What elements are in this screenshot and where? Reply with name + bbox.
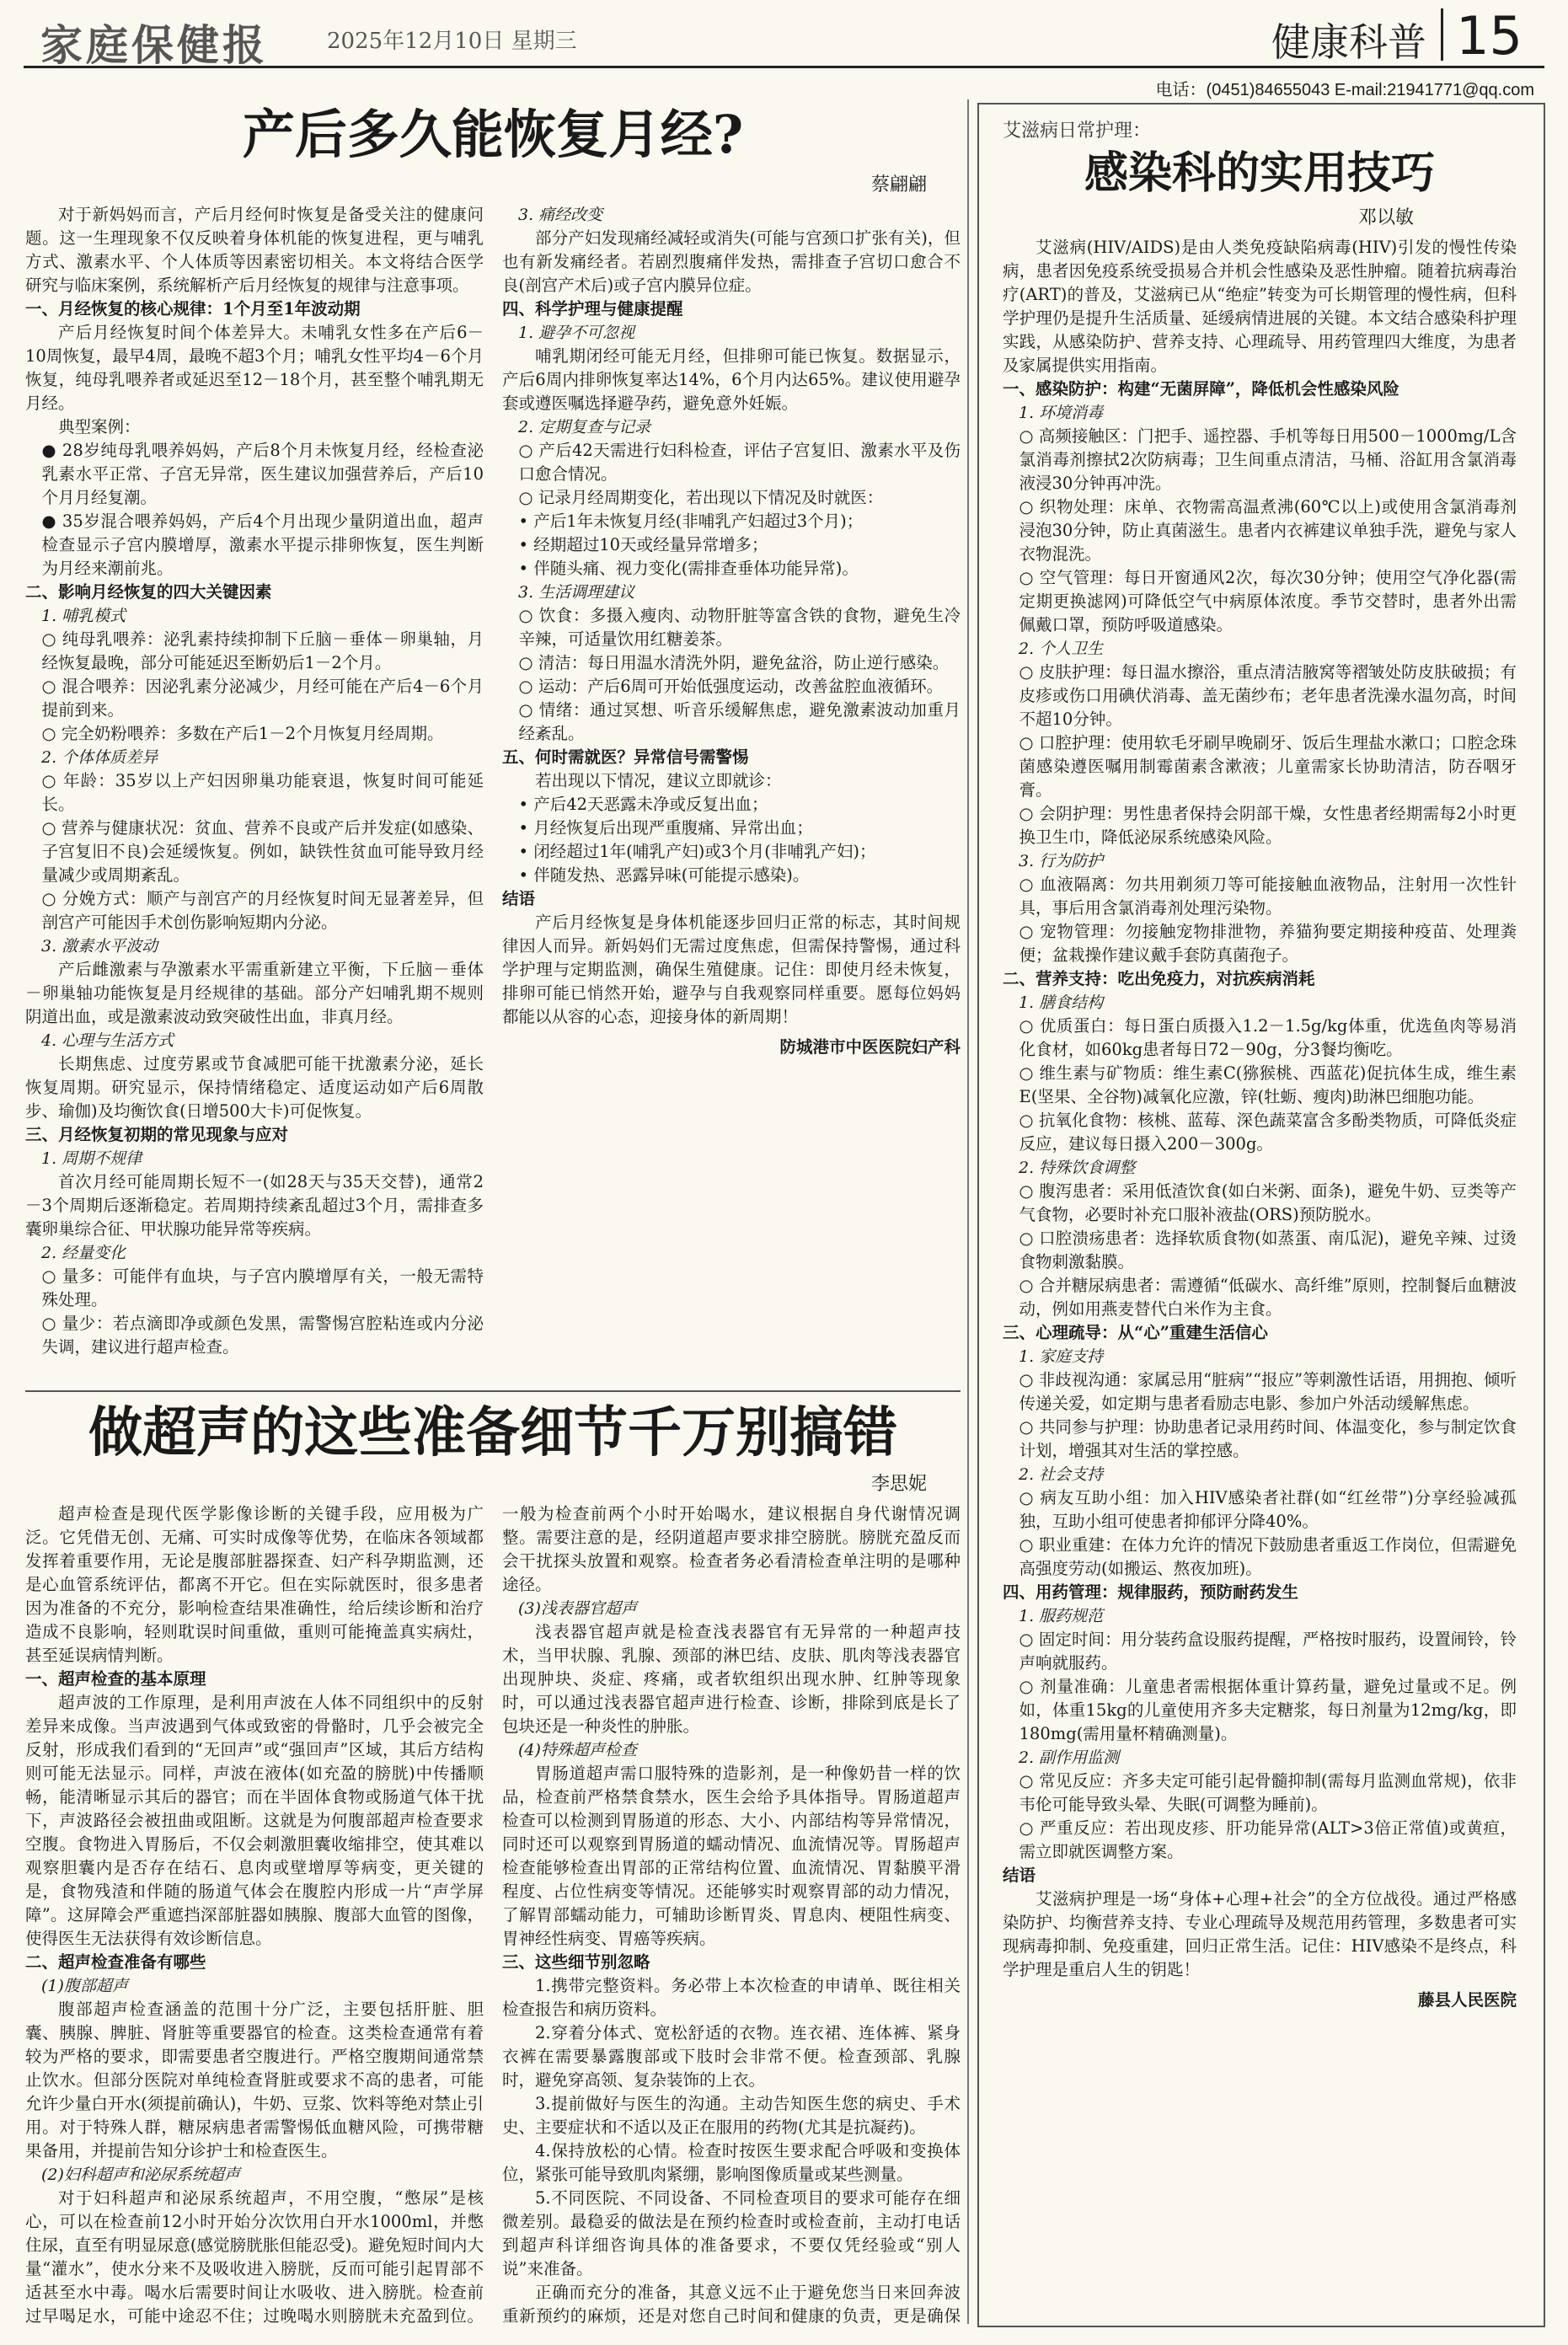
section-heading: 一、超声检查的基本原理 xyxy=(25,1669,206,1689)
list-item: ○ 分娩方式：顺产与剖宫产的月经恢复时间无显著差异，但剖宫产可能因手术创伤影响短期内分泌。 xyxy=(41,889,484,932)
list-item: ○ 年龄：35岁以上产妇因卵巢功能衰退，恢复时间可能延长。 xyxy=(41,771,484,814)
paragraph: 艾滋病护理是一场“身体+心理+社会”的全方位战役。通过严格感染防护、均衡营养支持、专业心理疏导及规范用药管理，多数患者可实现病毒抑制、免疫重建，回归正常生活。记住：HIV感染不是终点，科学护理是重启人生的钥匙！ xyxy=(1003,1889,1517,1979)
list-item: ● 28岁纯母乳喂养妈妈，产后8个月未恢复月经，经检查泌乳素水平正常、子宫无异常，医生建议加强营养后，产后10个月月经复潮。 xyxy=(41,441,484,507)
section-heading: 三、这些细节别忽略 xyxy=(502,1952,650,1972)
list-item: ○ 饮食：多摄入瘦肉、动物肝脏等富含铁的食物，避免生冷辛辣，可适量饮用红糖姜茶。 xyxy=(518,606,961,649)
list-item: ○ 宠物管理：勿接触宠物排泄物，养猫狗要定期接种疫苗、处理粪便；盆栽操作建议戴手套防真菌孢子。 xyxy=(1019,922,1517,965)
page-header xyxy=(24,0,1544,68)
list-item: ○ 严重反应：若出现皮疹、肝功能异常(ALT>3倍正常值)或黄疸，需立即就医调整方案。 xyxy=(1019,1818,1517,1861)
subsection-heading: (4)特殊超声检查 xyxy=(518,1741,637,1759)
issue-date: 2025年12月10日 星期三 xyxy=(327,29,577,54)
paragraph: 5.不同医院、不同设备、不同检查项目的要求可能存在细微差别。最稳妥的做法是在预约检查时或检查前，主动打电话到超声科详细咨询具体的准备要求，不要仅凭经验或“别人说”来准备。 xyxy=(502,2188,961,2278)
newspaper-name: 家庭保健报 xyxy=(40,20,268,70)
paragraph: 4.保持放松的心情。检查时按医生要求配合呼吸和变换体位，紧张可能导致肌肉紧绷，影响图像质量或某些测量。 xyxy=(502,2141,961,2184)
list-item: ○ 织物处理：床单、衣物需高温煮沸(60℃以上)或使用含氯消毒剂浸泡30分钟，防止真菌滋生。患者内衣裤建议单独手洗，避免与家人衣物混洗。 xyxy=(1019,497,1517,564)
paragraph: 哺乳期闭经可能无月经，但排卵可能已恢复。数据显示，产后6周内排卵恢复率达14%，6个月内达65%。建议使用避孕套或遵医嘱选择避孕药，避免意外妊娠。 xyxy=(502,346,961,413)
subsection-heading: 4. 心理与生活方式 xyxy=(41,1031,174,1050)
author-institution: 藤县人民医院 xyxy=(1417,1990,1517,2010)
subsection-heading: 2. 副作用监测 xyxy=(1019,1748,1120,1767)
subsection-heading: 3. 生活调理建议 xyxy=(518,583,635,602)
list-item: • 产后1年未恢复月经(非哺乳产妇超过3个月)； xyxy=(518,511,864,531)
list-item: ○ 腹泻患者：采用低渣饮食(如白米粥、面条)，避免牛奶、豆类等产气食物，必要时补充口服补液盐(ORS)预防脱水。 xyxy=(1019,1181,1517,1224)
paragraph: 超声波的工作原理，是利用声波在人体不同组织中的反射差异来成像。当声波遇到气体或致密的骨骼时，几乎会被完全反射，形成我们看到的“无回声”或“强回声”区域，其后方结构则可能无法显示。同样，声波在液体(如充盈的膀胱)中传播顺畅，能清晰显示其后的器官；而在半固体食物或肠道气体干扰下，声波路径会被扭曲或阻断。这就是为何腹部超声检查要求空腹。食物进入胃肠后，不仅会刺激胆囊收缩排空，使其难以观察胆囊内是否存在结石、息肉或壁增厚等病变，更关键的是，食物残渣和伴随的肠道气体会在腹腔内形成一片“声学屏障”。这屏障会严重遮挡深部脏器如胰腺、腹部大血管的图像，使得医生无法获得有效诊断信息。 xyxy=(25,1693,484,1948)
list-item: ○ 共同参与护理：协助患者记录用药时间、体温变化，参与制定饮食计划，增强其对生活的掌控感。 xyxy=(1019,1417,1517,1460)
section-title: 健康科普 xyxy=(1271,19,1426,65)
subsection-heading: 2. 定期复查与记录 xyxy=(518,418,651,436)
paragraph: 对于新妈妈而言，产后月经何时恢复是备受关注的健康问题。这一生理现象不仅反映着身体机能的恢复进程，更与哺乳方式、激素水平、个人体质等因素密切相关。本文将结合医学研究与临床案例，系统解析产后月经恢复的规律与注意事项。 xyxy=(25,205,484,295)
article3-kicker: 艾滋病日常护理： xyxy=(1003,120,1152,142)
subsection-heading: 1. 避孕不可忽视 xyxy=(518,324,635,342)
paragraph: 艾滋病(HIV/AIDS)是由人类免疫缺陷病毒(HIV)引发的慢性传染病，患者因免疫系统受损易合并机会性感染及恶性肿瘤。随着抗病毒治疗(ART)的普及，艾滋病已从“绝症”转变为可长期管理的慢性病，但科学护理仍是提升生活质量、延缓病情进展的关键。本文结合感染科护理实践，从感染防护、营养支持、心理疏导、用药管理四大维度，为患者及家属提供实用指南。 xyxy=(1003,238,1517,375)
list-item: ○ 维生素与矿物质：维生素C(猕猴桃、西蓝花)促抗体生成，维生素E(坚果、全谷物)减氧化应激，锌(牡蛎、瘦肉)助淋巴细胞功能。 xyxy=(1019,1063,1517,1106)
article1-title: 产后多久能恢复月经? xyxy=(242,104,744,165)
subsection-heading: 1. 周期不规律 xyxy=(41,1149,142,1168)
section-heading: 二、超声检查准备有哪些 xyxy=(25,1952,206,1972)
list-item: • 月经恢复后出现严重腹痛、异常出血； xyxy=(518,818,813,838)
section-heading: 四、用药管理：规律服药，预防耐药发生 xyxy=(1003,1582,1299,1602)
contact-info: 电话：(0451)84655043 E-mail:21941771@qq.com xyxy=(1155,81,1534,99)
paragraph: 1.携带完整资料。务必带上本次检查的申请单、既往相关检查报告和病历资料。 xyxy=(502,1976,961,2019)
list-item: ○ 会阴护理：男性患者保持会阴部干燥，女性患者经期需每2小时更换卫生巾，降低泌尿系统感染风险。 xyxy=(1019,804,1517,847)
list-item: ○ 量多：可能伴有血块，与子宫内膜增厚有关，一般无需特殊处理。 xyxy=(41,1266,484,1309)
subsection-heading: 2. 个体体质差异 xyxy=(41,748,158,767)
article2-body xyxy=(25,1502,961,2326)
paragraph: 产后月经恢复时间个体差异大。未哺乳女性多在产后6－10周恢复，最早4周，最晚不超3个月；哺乳女性平均4－6个月恢复，纯母乳喂养者或延迟至12－18个月，甚至整个哺乳期无月经。 xyxy=(25,323,484,413)
list-item: ○ 产后42天需进行妇科检查，评估子宫复旧、激素水平及伤口愈合情况。 xyxy=(518,441,961,484)
section-heading: 二、影响月经恢复的四大关键因素 xyxy=(25,582,272,602)
list-item: • 伴随发热、恶露异味(可能提示感染)。 xyxy=(518,865,810,885)
subsection-heading: 2. 个人卫生 xyxy=(1019,640,1104,658)
list-item: ○ 量少：若点滴即净或颜色发黑，需警惕宫腔粘连或内分泌失调，建议进行超声检查。 xyxy=(41,1314,484,1357)
subsection-heading: (2)妇科超声和泌尿系统超声 xyxy=(41,2166,240,2184)
list-item: ○ 完全奶粉喂养：多数在产后1－2个月恢复月经周期。 xyxy=(41,724,444,743)
list-item: ○ 混合喂养：因泌乳素分泌减少，月经可能在产后4－6个月提前到来。 xyxy=(41,677,484,720)
article3-author: 邓以敏 xyxy=(1357,207,1414,228)
section-heading: 二、营养支持：吃出免疫力，对抗疾病消耗 xyxy=(1003,969,1315,988)
article2-author: 李思妮 xyxy=(870,1474,927,1495)
paragraph: 浅表器官超声就是检查浅表器官有无异常的一种超声技术，当甲状腺、乳腺、颈部的淋巴结、皮肤、肌肉等浅表器官出现肿块、炎症、疼痛，或者软组织出现水肿、红肿等现象时，可以通过浅表器官超声进行检查、诊断，排除到底是长了包块还是一种炎性的肿胀。 xyxy=(502,1622,961,1736)
section-heading: 三、心理疏导：从“心”重建生活信心 xyxy=(1003,1323,1268,1342)
list-item: ○ 清洁：每日用温水清洗外阴，避免盆浴，防止逆行感染。 xyxy=(518,653,950,672)
list-item: ○ 合并糖尿病患者：需遵循“低碳水、高纤维”原则，控制餐后血糖波动，例如用燕麦替代白米作为主食。 xyxy=(1019,1276,1517,1319)
paragraph: 若出现以下情况，建议立即就诊： xyxy=(535,771,782,790)
list-item: ○ 剂量准确：儿童患者需根据体重计算药量，避免过量或不足。例如，体重15kg的儿童使用齐多夫定糖浆，每日剂量为12mg/kg，即180mg(需用量杯精确测量)。 xyxy=(1019,1677,1517,1743)
section-heading: 一、月经恢复的核心规律：1个月至1年波动期 xyxy=(25,299,361,319)
list-item: ○ 记录月经周期变化，若出现以下情况及时就医： xyxy=(518,488,884,507)
list-item: ○ 高频接触区：门把手、遥控器、手机等每日用500－1000mg/L含氯消毒剂擦拭2次防病毒；卫生间重点清洁，马桶、浴缸用含氯消毒液浸30分钟再冲洗。 xyxy=(1019,426,1517,493)
paragraph: 腹部超声检查涵盖的范围十分广泛，主要包括肝脏、胆囊、胰腺、脾脏、肾脏等重要器官的检查。这类检查通常有着较为严格的要求，即需要患者空腹进行。严格空腹期间通常禁止饮水。但部分医院对单纯检查肾脏或要求不高的患者，可能允许少量白开水(须提前确认)，牛奶、豆浆、饮料等绝对禁止引用。对于特殊人群，糖尿病患者需警惕低血糖风险，可携带糖果备用，并提前告知分诊护士和检查医生。 xyxy=(25,2000,484,2160)
paragraph: 产后月经恢复是身体机能逐步回归正常的标志，其时间规律因人而异。新妈妈们无需过度焦虑，但需保持警惕，通过科学护理与定期监测，确保生殖健康。记住：即使月经未恢复，排卵可能已悄然开始，避孕与自我观察同样重要。愿每位妈妈都能以从容的心态，迎接身体的新周期！ xyxy=(502,913,961,1026)
subsection-heading: 2. 特殊饮食调整 xyxy=(1019,1159,1136,1177)
list-item: ○ 非歧视沟通：家属忌用“脏病”“报应”等刺激性话语，用拥抱、倾听传递关爱，如定期与患者看励志电影、参加户外活动缓解焦虑。 xyxy=(1019,1370,1517,1413)
header-divider xyxy=(1441,8,1443,61)
paragraph: 首次月经可能周期长短不一(如28天与35天交替)，通常2－3个周期后逐渐稳定。若周期持续紊乱超过3个月，需排查多囊卵巢综合征、甲状腺功能异常等疾病。 xyxy=(25,1172,484,1239)
subsection-heading: 1. 哺乳模式 xyxy=(41,607,126,625)
list-item: ○ 优质蛋白：每日蛋白质摄入1.2－1.5g/kg体重，优选鱼肉等易消化食材，如60kg患者每日72－90g，分3餐均衡吃。 xyxy=(1019,1016,1517,1059)
list-item: • 经期超过10天或经量异常增多； xyxy=(518,535,768,554)
list-item: ○ 抗氧化食物：核桃、蓝莓、深色蔬菜富含多酚类物质，可降低炎症反应，建议每日摄入200－300g。 xyxy=(1019,1111,1517,1154)
subsection-heading: 3. 痛经改变 xyxy=(518,206,603,224)
subsection-heading: 2. 社会支持 xyxy=(1019,1465,1104,1484)
paragraph: 2.穿着分体式、宽松舒适的衣物。连衣裙、连体裤、紧身衣裤在需要暴露腹部或下肢时会非常不便。检查颈部、乳腺时，避免穿高领、复杂装饰的上衣。 xyxy=(502,2023,961,2090)
subsection-heading: (3)浅表器官超声 xyxy=(518,1599,637,1618)
subsection-heading: 1. 环境消毒 xyxy=(1019,404,1104,422)
subsection-heading: 3. 行为防护 xyxy=(1019,852,1104,870)
list-item: • 产后42天恶露未净或反复出血； xyxy=(518,795,768,814)
article-postpartum-menstruation xyxy=(25,101,961,1386)
subsection-heading: 1. 服药规范 xyxy=(1019,1607,1104,1625)
paragraph: 超声检查是现代医学影像诊断的关键手段，应用极为广泛。它凭借无创、无痛、可实时成像等优势，在临床各领域都发挥着重要作用，无论是腹部脏器探查、妇产科孕期监测，还是心血管系统评估，都离不开它。但在实际就医时，很多患者因为准备的不充分，影响检查结果准确性，给后续诊断和治疗造成不良影响，轻则耽误时间重做，重则可能掩盖真实病灶，甚至延误病情判断。 xyxy=(25,1504,484,1665)
author-institution: 防城港市中医医院妇产科 xyxy=(779,1037,961,1057)
section-heading: 三、月经恢复初期的常见现象与应对 xyxy=(25,1125,289,1144)
section-heading: 一、感染防护：构建“无菌屏障”，降低机会性感染风险 xyxy=(1003,379,1399,399)
list-item: ○ 病友互助小组：加入HIV感染者社群(如“红丝带”)分享经验减孤独，互助小组可使患者抑郁评分降40%。 xyxy=(1019,1488,1517,1531)
paragraph: 部分产妇发现痛经减轻或消失(可能与宫颈口扩张有关)，但也有新发痛经者。若剧烈腹痛伴发热，需排查子宫切口愈合不良(剖宫产术后)或子宫内膜异位症。 xyxy=(502,228,961,295)
list-item: ○ 职业重建：在体力允许的情况下鼓励患者重返工作岗位，但需避免高强度劳动(如搬运、熬夜加班)。 xyxy=(1019,1535,1517,1578)
article-divider xyxy=(25,1390,961,1392)
subsection-heading: 2. 经量变化 xyxy=(41,1244,126,1262)
list-item: ○ 常见反应：齐多夫定可能引起骨髓抑制(需每月监测血常规)，依非韦伦可能导致头晕、失眠(可调整为睡前)。 xyxy=(1019,1771,1517,1814)
paragraph: 长期焦虑、过度劳累或节食减肥可能干扰激素分泌，延长恢复周期。研究显示，保持情绪稳定、适度运动如产后6周散步、瑜伽)及均衡饮食(日增500大卡)可促恢复。 xyxy=(25,1054,484,1121)
list-item: ○ 血液隔离：勿共用剃须刀等可能接触血液物品，注射用一次性针具，事后用含氯消毒剂处理污染物。 xyxy=(1019,875,1517,918)
section-heading: 结语 xyxy=(502,889,536,908)
page-number: 15 xyxy=(1456,5,1523,67)
paragraph: 典型案例： xyxy=(58,417,141,436)
list-item: ○ 皮肤护理：每日温水擦浴，重点清洁腋窝等褶皱处防皮肤破损；有皮疹或伤口用碘伏消毒、盖无菌纱布；老年患者洗澡水温勿高，时间不超10分钟。 xyxy=(1019,662,1517,729)
subsection-heading: (1)腹部超声 xyxy=(41,1977,128,1995)
paragraph: 胃肠道超声需口服特殊的造影剂，是一种像奶昔一样的饮品，检查前严格禁食禁水，医生会给予具体指导。胃肠道超声检查可以检测到胃肠道的形态、大小、内部结构等异常情况，同时还可以观察到胃肠道的蠕动情况、血流情况等。胃肠超声检查能够检查出胃部的正常结构位置、血流情况、胃黏膜平滑程度、占位性病变等情况。还能够实时观察胃部的动力情况，了解胃部蠕动能力，可辅助诊断胃炎、胃息肉、梗阻性病变、胃神经性病变、胃癌等疾病。 xyxy=(502,1764,961,1948)
article1-body xyxy=(25,203,961,1362)
list-item: ○ 固定时间：用分装药盒设服药提醒，严格按时服药，设置闹铃，铃声响就服药。 xyxy=(1019,1630,1517,1673)
list-item: • 伴随头痛、视力变化(需排查垂体功能异常)。 xyxy=(518,559,859,578)
list-item: ○ 营养与健康状况：贫血、营养不良或产后并发症(如感染、子宫复旧不良)会延缓恢复。例如，缺铁性贫血可能导致月经量减少或周期紊乱。 xyxy=(41,818,484,885)
subsection-heading: 1. 家庭支持 xyxy=(1019,1347,1104,1366)
list-item: ● 35岁混合喂养妈妈，产后4个月出现少量阴道出血，超声检查显示子宫内膜增厚，激素水平提示排卵恢复，医生判断为月经来潮前兆。 xyxy=(41,511,484,578)
list-item: ○ 空气管理：每日开窗通风2次，每次30分钟；使用空气净化器(需定期更换滤网)可降低空气中病原体浓度。季节交替时，患者外出需佩戴口罩，预防呼吸道感染。 xyxy=(1019,568,1517,634)
paragraph: 产后雌激素与孕激素水平需重新建立平衡，下丘脑－垂体－卵巢轴功能恢复是月经规律的基础。部分产妇哺乳期不规则阴道出血，或是激素波动致突破性出血，非真月经。 xyxy=(25,960,484,1026)
article-ultrasound-preparation xyxy=(25,1399,961,2326)
article3-body xyxy=(979,236,1540,2012)
section-heading: 四、科学护理与健康提醒 xyxy=(502,299,683,319)
paragraph: 正确而充分的准备，其意义远不止于避免您当日来回奔波重新预约的麻烦，还是对您自己时间和健康的负责，更是确保 xyxy=(502,2283,961,2326)
article3-title: 感染科的实用技巧 xyxy=(1084,147,1435,199)
section-heading: 五、何时需就医？异常信号需警惕 xyxy=(502,747,749,767)
article1-author: 蔡翩翩 xyxy=(870,174,927,195)
list-item: ○ 纯母乳喂养：泌乳素持续抑制下丘脑－垂体－卵巢轴，月经恢复最晚，部分可能延迟至断奶后1－2个月。 xyxy=(41,629,484,672)
section-heading: 结语 xyxy=(1003,1866,1036,1885)
paragraph: 3.提前做好与医生的沟通。主动告知医生您的病史、手术史、主要症状和不适以及正在服用的药物(尤其是抗凝药)。 xyxy=(502,2094,961,2137)
list-item: ○ 口腔溃疡患者：选择软质食物(如蒸蛋、南瓜泥)，避免辛辣、过烫食物刺激黏膜。 xyxy=(1019,1229,1517,1272)
list-item: ○ 口腔护理：使用软毛牙刷早晚刷牙、饭后生理盐水漱口；口腔念珠菌感染遵医嘱用制霉菌素含漱液；儿童需家长协助清洁，防吞咽牙膏。 xyxy=(1019,733,1517,800)
paragraph: 对于妇科超声和泌尿系统超声，不用空腹，“憋尿”是核心，可以在检查前12小时开始分次饮用白开水1000ml，并憋住尿，直至有明显尿意(感觉膀胱胀但能忍受)。避免短时间内大量“灌水”，使水分来不及吸收进入膀胱，反而可能引起胃部不适甚至水中毒。喝水后需要时间让水吸收、进入膀胱。检查前过早喝足水，可能中途忍不住；过晚喝水则膀胱未充盈到位。一般为检查前两个小时开始喝水，建议根据自身代谢情况调整。需要注意的是，经阴道超声要求排空膀胱。膀胱充盈反而会干扰探头放置和观察。检查者务必看清检查单注明的是哪种途径。 xyxy=(25,1504,961,2326)
list-item: ○ 运动：产后6周可开始低强度运动，改善盆腔血液循环。 xyxy=(518,677,944,696)
subsection-heading: 3. 激素水平波动 xyxy=(41,937,158,956)
article-hiv-care xyxy=(979,104,1540,2321)
article2-title: 做超声的这些准备细节千万别搞错 xyxy=(88,1401,897,1464)
list-item: ○ 情绪：通过冥想、听音乐缓解焦虑，避免激素波动加重月经紊乱。 xyxy=(518,700,961,743)
list-item: • 闭经超过1年(哺乳产妇)或3个月(非哺乳产妇)； xyxy=(518,842,876,861)
subsection-heading: 1. 膳食结构 xyxy=(1019,993,1104,1012)
column-separator xyxy=(967,99,969,2324)
